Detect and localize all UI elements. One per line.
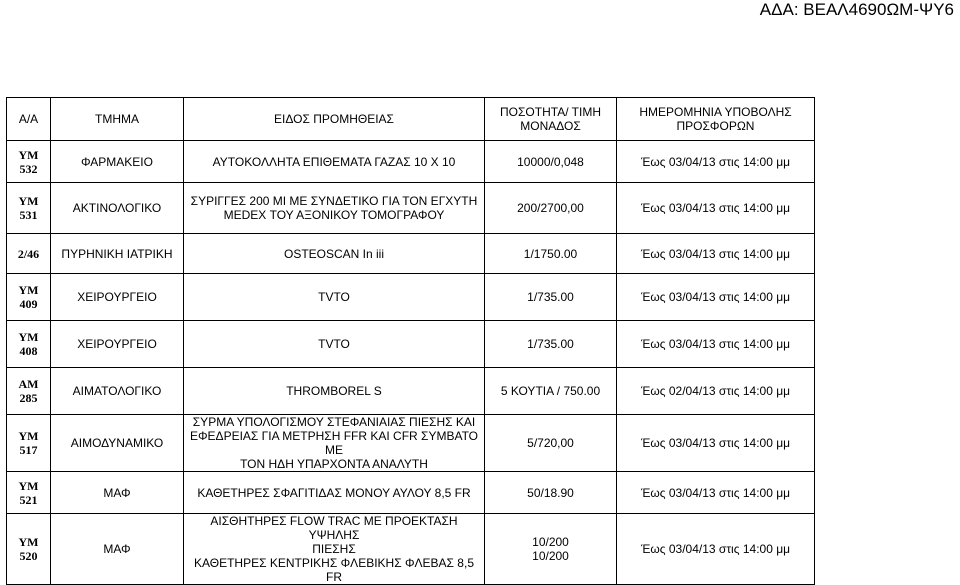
row-quantity-price: 1/735.00 — [485, 274, 617, 321]
row-department: ΑΙΜΑΤΟΛΟΓΙΚΟ — [51, 368, 184, 415]
table-row — [7, 368, 815, 415]
row-code — [7, 514, 51, 585]
row-item: TVTO — [184, 274, 485, 321]
row-department: ΜΑΦ — [51, 472, 184, 514]
row-code — [7, 415, 51, 472]
row-code-number: 517 — [19, 443, 38, 457]
procurement-table — [6, 97, 815, 585]
row-code-prefix: ΥΜ — [18, 429, 39, 443]
row-item: ΚΑΘΕΤΗΡΕΣ ΣΦΑΓΙΤΙΔΑΣ ΜΟΝΟΥ ΑΥΛΟΥ 8,5 FR — [184, 472, 485, 514]
row-quantity-price: 5 ΚΟΥΤΙΑ / 750.00 — [485, 368, 617, 415]
row-quantity-price: 1/735.00 — [485, 321, 617, 368]
header-item: ΕΙΔΟΣ ΠΡΟΜΗΘΕΙΑΣ — [184, 98, 485, 141]
row-department: ΧΕΙΡΟΥΡΓΕΙΟ — [51, 274, 184, 321]
row-code — [7, 472, 51, 514]
table-row — [7, 234, 815, 274]
row-code-number: 521 — [19, 492, 38, 507]
row-code-number: 532 — [19, 161, 38, 176]
table-row — [7, 472, 815, 514]
row-quantity-price: 10/200 10/200 — [485, 514, 617, 585]
row-deadline: Έως 03/04/13 στις 14:00 μμ — [617, 234, 815, 274]
row-code-prefix: ΥΜ — [18, 147, 39, 162]
row-code — [7, 141, 51, 183]
table-body — [7, 141, 815, 585]
table-row — [7, 141, 815, 183]
table-row — [7, 183, 815, 234]
row-code-prefix: ΥΜ — [18, 194, 39, 208]
row-quantity-price: 50/18.90 — [485, 472, 617, 514]
document-ada-code: ΑΔΑ: ΒΕΑΛ4690ΩΜ-ΨΥ6 — [759, 0, 954, 19]
table-row — [7, 321, 815, 368]
row-code — [7, 368, 51, 415]
row-deadline: Έως 02/04/13 στις 14:00 μμ — [617, 368, 815, 415]
row-quantity-price: 200/2700,00 — [485, 183, 617, 234]
row-item: ΣΥΡΜΑ ΥΠΟΛΟΓΙΣΜΟΥ ΣΤΕΦΑΝΙΑΙΑΣ ΠΙΕΣΗΣ ΚΑΙ ΕΦΕΔΡΕΙΑΣ ΓΙΑ ΜΕΤΡΗΣΗ FFR ΚΑΙ CFR ΣΥΜΒΑΤΟ ΜΕ ΤΟΝ ΗΔΗ ΥΠΑΡΧΟΝΤΑ ΑΝΑΛΥΤΗ — [184, 415, 485, 472]
row-deadline: Έως 03/04/13 στις 14:00 μμ — [617, 472, 815, 514]
row-code-prefix: ΥΜ — [18, 330, 39, 344]
row-deadline: Έως 03/04/13 στις 14:00 μμ — [617, 183, 815, 234]
row-quantity-price: 5/720,00 — [485, 415, 617, 472]
row-code-number: 531 — [19, 208, 38, 222]
row-code-number: 408 — [19, 344, 38, 358]
table-header-row — [7, 98, 815, 141]
row-quantity-price: 10000/0,048 — [485, 141, 617, 183]
row-department: ΦΑΡΜΑΚΕΙΟ — [51, 141, 184, 183]
row-department: ΠΥΡΗΝΙΚΗ ΙΑΤΡΙΚΗ — [51, 234, 184, 274]
header-submission-date: ΗΜΕΡΟΜΗΝΙΑ ΥΠΟΒΟΛΗΣ ΠΡΟΣΦΟΡΩΝ — [617, 98, 815, 141]
row-code-number: 520 — [19, 549, 38, 563]
row-code-number: 285 — [19, 391, 38, 405]
row-item: OSTEOSCAN In iii — [184, 234, 485, 274]
row-department: ΑΙΜΟΔΥΝΑΜΙΚΟ — [51, 415, 184, 472]
row-deadline: Έως 03/04/13 στις 14:00 μμ — [617, 321, 815, 368]
row-code — [7, 234, 51, 274]
row-item: TVTO — [184, 321, 485, 368]
header-quantity-price: ΠΟΣΟΤΗΤΑ/ ΤΙΜΗ ΜΟΝΑΔΟΣ — [485, 98, 617, 141]
row-code-prefix: ΥΜ — [18, 535, 39, 549]
row-quantity-price: 1/1750.00 — [485, 234, 617, 274]
row-code-prefix: ΥΜ — [18, 478, 39, 493]
row-code — [7, 321, 51, 368]
table-row — [7, 274, 815, 321]
row-code-prefix: 2/46 — [17, 246, 40, 261]
row-item: ΑΥΤΟΚΟΛΛΗΤΑ ΕΠΙΘΕΜΑΤΑ ΓΑΖΑΣ 10 Χ 10 — [184, 141, 485, 183]
table-row — [7, 514, 815, 585]
header-department: ΤΜΗΜΑ — [51, 98, 184, 141]
row-deadline: Έως 03/04/13 στις 14:00 μμ — [617, 141, 815, 183]
row-item: ΣΥΡΙΓΓΕΣ 200 ΜΙ ΜΕ ΣΥΝΔΕΤΙΚΟ ΓΙΑ ΤΟΝ ΕΓΧΥΤΗ MEDEX ΤΟΥ ΑΞΟΝΙΚΟΥ ΤΟΜΟΓΡΑΦΟΥ — [184, 183, 485, 234]
row-code — [7, 183, 51, 234]
row-deadline: Έως 03/04/13 στις 14:00 μμ — [617, 415, 815, 472]
row-item: ΑΙΣΘΗΤΗΡΕΣ FLOW TRAC ΜΕ ΠΡΟΕΚΤΑΣΗ ΥΨΗΛΗΣ ΠΙΕΣΗΣ ΚΑΘΕΤΗΡΕΣ ΚΕΝΤΡΙΚΗΣ ΦΛΕΒΙΚΗΣ ΦΛΕΒΑΣ 8,5 FR — [184, 514, 485, 585]
row-deadline: Έως 03/04/13 στις 14:00 μμ — [617, 514, 815, 585]
row-code — [7, 274, 51, 321]
row-deadline: Έως 03/04/13 στις 14:00 μμ — [617, 274, 815, 321]
row-code-prefix: ΥΜ — [18, 283, 39, 297]
row-department: ΧΕΙΡΟΥΡΓΕΙΟ — [51, 321, 184, 368]
row-department: ΑΚΤΙΝΟΛΟΓΙΚΟ — [51, 183, 184, 234]
row-item: THROMBOREL S — [184, 368, 485, 415]
row-code-prefix: ΑΜ — [18, 377, 39, 391]
row-department: ΜΑΦ — [51, 514, 184, 585]
header-aa: Α/Α — [7, 98, 51, 141]
row-code-number: 409 — [19, 297, 38, 311]
table-row — [7, 415, 815, 472]
